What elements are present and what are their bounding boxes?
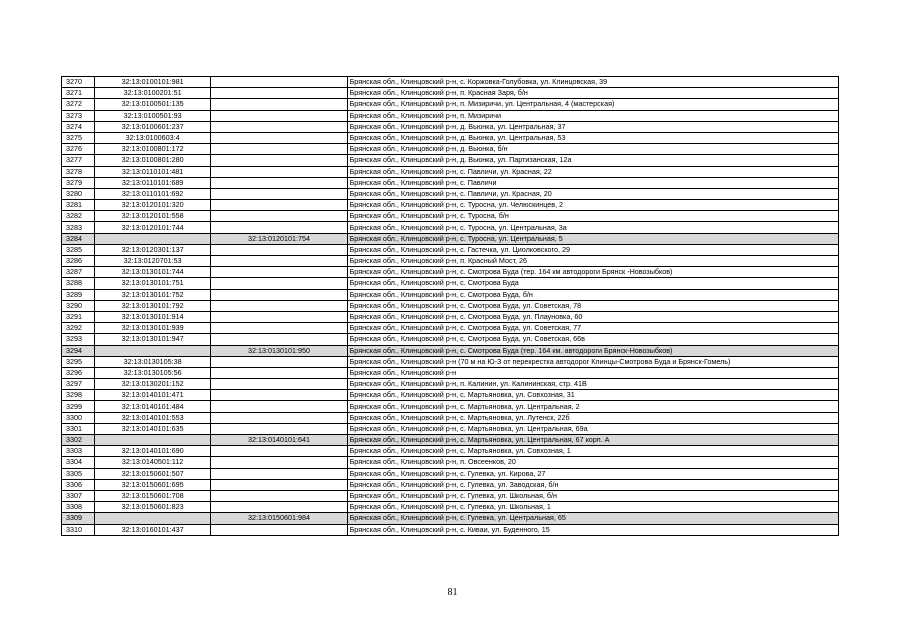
row-number-cell: 3294 (62, 345, 95, 356)
cadastral-number-alt-cell (211, 267, 347, 278)
row-number-cell: 3310 (62, 524, 95, 535)
cadastral-number-alt-cell (211, 401, 347, 412)
table-row (62, 200, 839, 211)
cadastral-number-cell: 32:13:0100601:237 (94, 121, 211, 132)
table-row (62, 311, 839, 322)
address-cell: Брянская обл., Клинцовский р-н (347, 367, 838, 378)
table-row (62, 446, 839, 457)
table-row (62, 513, 839, 524)
cadastral-number-cell (94, 233, 211, 244)
address-cell: Брянская обл., Клинцовский р-н, п. Мизиричи (347, 110, 838, 121)
cadastral-number-alt-cell (211, 479, 347, 490)
row-number-cell: 3303 (62, 446, 95, 457)
cadastral-number-alt-cell (211, 490, 347, 501)
cadastral-number-alt-cell (211, 244, 347, 255)
table-row (62, 345, 839, 356)
table-row (62, 356, 839, 367)
address-cell: Брянская обл., Клинцовский р-н, с. Гулевка, ул. Центральная, 65 (347, 513, 838, 524)
address-cell: Брянская обл., Клинцовский р-н, с. Мартьяновка, ул. Центральная, 2 (347, 401, 838, 412)
row-number-cell: 3272 (62, 99, 95, 110)
address-cell: Брянская обл., Клинцовский р-н, с. Мартьяновка, ул. Совхозная, 31 (347, 390, 838, 401)
cadastral-number-alt-cell (211, 110, 347, 121)
table-row (62, 379, 839, 390)
cadastral-number-cell: 32:13:0110101:481 (94, 166, 211, 177)
cadastral-number-cell: 32:13:0130101:914 (94, 311, 211, 322)
cadastral-number-cell: 32:13:0150601:708 (94, 490, 211, 501)
cadastral-number-cell: 32:13:0140101:553 (94, 412, 211, 423)
cadastral-number-alt-cell (211, 88, 347, 99)
cadastral-number-cell (94, 345, 211, 356)
table-row (62, 233, 839, 244)
row-number-cell: 3309 (62, 513, 95, 524)
cadastral-number-cell: 32:13:0120101:320 (94, 200, 211, 211)
table-row (62, 457, 839, 468)
cadastral-number-alt-cell: 32:13:0130101:950 (211, 345, 347, 356)
cadastral-number-cell: 32:13:0140501:112 (94, 457, 211, 468)
row-number-cell: 3278 (62, 166, 95, 177)
row-number-cell: 3290 (62, 300, 95, 311)
table-row (62, 132, 839, 143)
address-cell: Брянская обл., Клинцовский р-н, с. Смотрова Буда (тер. 164 км автодороги Брянск -Новозыбков) (347, 267, 838, 278)
address-cell: Брянская обл., Клинцовский р-н, с. Гулевка, ул. Школьная, 1 (347, 502, 838, 513)
cadastral-number-cell: 32:13:0140101:635 (94, 423, 211, 434)
property-register-table (61, 76, 839, 536)
table-row (62, 256, 839, 267)
cadastral-number-cell (94, 435, 211, 446)
cadastral-number-cell: 32:13:0100801:280 (94, 155, 211, 166)
cadastral-number-alt-cell (211, 222, 347, 233)
address-cell: Брянская обл., Клинцовский р-н (70 м на Ю-З от перекрестка автодорог Клинцы-Смотрова Буда и Брянск-Гомель) (347, 356, 838, 367)
row-number-cell: 3277 (62, 155, 95, 166)
cadastral-number-cell: 32:13:0100603:4 (94, 132, 211, 143)
address-cell: Брянская обл., Клинцовский р-н, с. Коржовка-Голубовка, ул. Клинцовская, 39 (347, 77, 838, 88)
row-number-cell: 3285 (62, 244, 95, 255)
cadastral-number-alt-cell (211, 289, 347, 300)
address-cell: Брянская обл., Клинцовский р-н, с. Смотрова Буда, ул. Советская, 66в (347, 334, 838, 345)
cadastral-number-alt-cell (211, 132, 347, 143)
cadastral-number-cell: 32:13:0160101:437 (94, 524, 211, 535)
cadastral-number-cell: 32:13:0110101:689 (94, 177, 211, 188)
row-number-cell: 3284 (62, 233, 95, 244)
address-cell: Брянская обл., Клинцовский р-н, п. Калинин, ул. Калининская, стр. 41В (347, 379, 838, 390)
table-row (62, 166, 839, 177)
cadastral-number-alt-cell (211, 166, 347, 177)
address-cell: Брянская обл., Клинцовский р-н, с. Смотрова Буда (347, 278, 838, 289)
table-row (62, 323, 839, 334)
row-number-cell: 3295 (62, 356, 95, 367)
cadastral-number-cell: 32:13:0140101:690 (94, 446, 211, 457)
row-number-cell: 3297 (62, 379, 95, 390)
address-cell: Брянская обл., Клинцовский р-н, д. Вьюнка, ул. Партизанская, 12а (347, 155, 838, 166)
cadastral-number-alt-cell (211, 334, 347, 345)
address-cell: Брянская обл., Клинцовский р-н, с. Смотрова Буда, ул. Советская, 78 (347, 300, 838, 311)
address-cell: Брянская обл., Клинцовский р-н, с. Гулевка, ул. Заводская, б/н (347, 479, 838, 490)
row-number-cell: 3301 (62, 423, 95, 434)
row-number-cell: 3292 (62, 323, 95, 334)
cadastral-number-cell: 32:13:0130101:947 (94, 334, 211, 345)
table-row (62, 300, 839, 311)
cadastral-number-cell: 32:13:0140101:471 (94, 390, 211, 401)
address-cell: Брянская обл., Клинцовский р-н, с. Смотрова Буда, б/н (347, 289, 838, 300)
row-number-cell: 3279 (62, 177, 95, 188)
table-row (62, 334, 839, 345)
cadastral-number-cell: 32:13:0140101:484 (94, 401, 211, 412)
row-number-cell: 3283 (62, 222, 95, 233)
row-number-cell: 3302 (62, 435, 95, 446)
table-row (62, 435, 839, 446)
address-cell: Брянская обл., Клинцовский р-н, д. Вьюнка, ул. Центральная, 53 (347, 132, 838, 143)
row-number-cell: 3289 (62, 289, 95, 300)
table-row (62, 222, 839, 233)
cadastral-number-alt-cell (211, 211, 347, 222)
cadastral-number-cell (94, 513, 211, 524)
address-cell: Брянская обл., Клинцовский р-н, п. Овсеенков, 20 (347, 457, 838, 468)
cadastral-number-cell: 32:13:0130101:939 (94, 323, 211, 334)
address-cell: Брянская обл., Клинцовский р-н, п. Красный Мост, 26 (347, 256, 838, 267)
cadastral-number-alt-cell (211, 423, 347, 434)
address-cell: Брянская обл., Клинцовский р-н, с. Мартьяновка, ул. Лутенск, 22б (347, 412, 838, 423)
table-row (62, 490, 839, 501)
table-row (62, 278, 839, 289)
table-row (62, 423, 839, 434)
row-number-cell: 3291 (62, 311, 95, 322)
address-cell: Брянская обл., Клинцовский р-н, с. Мартьяновка, ул. Центральная, 69а (347, 423, 838, 434)
address-cell: Брянская обл., Клинцовский р-н, с. Туросна, б/н (347, 211, 838, 222)
table-row (62, 289, 839, 300)
cadastral-number-cell: 32:13:0150601:507 (94, 468, 211, 479)
address-cell: Брянская обл., Клинцовский р-н, с. Туросна, ул. Центральная, 5 (347, 233, 838, 244)
row-number-cell: 3287 (62, 267, 95, 278)
address-cell: Брянская обл., Клинцовский р-н, с. Гулевка, ул. Кирова, 27 (347, 468, 838, 479)
address-cell: Брянская обл., Клинцовский р-н, п. Красная Заря, б/н (347, 88, 838, 99)
address-cell: Брянская обл., Клинцовский р-н, с. Смотрова Буда, ул. Плауновка, 60 (347, 311, 838, 322)
cadastral-number-alt-cell: 32:13:0150601:984 (211, 513, 347, 524)
address-cell: Брянская обл., Клинцовский р-н, с. Мартьяновка, ул. Совхозная, 1 (347, 446, 838, 457)
table-row (62, 99, 839, 110)
table-row (62, 211, 839, 222)
cadastral-number-alt-cell (211, 379, 347, 390)
row-number-cell: 3281 (62, 200, 95, 211)
row-number-cell: 3286 (62, 256, 95, 267)
cadastral-number-cell: 32:13:0100201:51 (94, 88, 211, 99)
page-number: 81 (447, 587, 458, 598)
cadastral-number-alt-cell (211, 256, 347, 267)
cadastral-number-cell: 32:13:0130105:56 (94, 367, 211, 378)
table-row (62, 121, 839, 132)
address-cell: Брянская обл., Клинцовский р-н, с. Павличи, ул. Красная, 22 (347, 166, 838, 177)
row-number-cell: 3306 (62, 479, 95, 490)
row-number-cell: 3280 (62, 188, 95, 199)
cadastral-number-alt-cell (211, 121, 347, 132)
address-cell: Брянская обл., Клинцовский р-н, с. Гастечка, ул. Циолковского, 29 (347, 244, 838, 255)
address-cell: Брянская обл., Клинцовский р-н, с. Туросна, ул. Челюскинцев, 2 (347, 200, 838, 211)
row-number-cell: 3270 (62, 77, 95, 88)
address-cell: Брянская обл., Клинцовский р-н, д. Вьюнка, ул. Центральная, 37 (347, 121, 838, 132)
row-number-cell: 3308 (62, 502, 95, 513)
cadastral-number-alt-cell (211, 502, 347, 513)
cadastral-number-alt-cell (211, 99, 347, 110)
cadastral-number-alt-cell (211, 278, 347, 289)
table-row (62, 244, 839, 255)
cadastral-number-alt-cell (211, 390, 347, 401)
cadastral-number-alt-cell (211, 356, 347, 367)
cadastral-number-alt-cell (211, 367, 347, 378)
cadastral-number-alt-cell (211, 311, 347, 322)
address-cell: Брянская обл., Клинцовский р-н, с. Павличи, ул. Красная, 20 (347, 188, 838, 199)
row-number-cell: 3296 (62, 367, 95, 378)
row-number-cell: 3282 (62, 211, 95, 222)
cadastral-number-cell: 32:13:0100101:981 (94, 77, 211, 88)
cadastral-number-cell: 32:13:0150601:695 (94, 479, 211, 490)
table-row (62, 155, 839, 166)
address-cell: Брянская обл., Клинцовский р-н, с. Гулевка, ул. Школьная, б/н (347, 490, 838, 501)
cadastral-number-cell: 32:13:0130105:38 (94, 356, 211, 367)
cadastral-number-alt-cell (211, 77, 347, 88)
cadastral-number-cell: 32:13:0130101:744 (94, 267, 211, 278)
table-row (62, 401, 839, 412)
address-cell: Брянская обл., Клинцовский р-н, с. Киваи, ул. Буденного, 15 (347, 524, 838, 535)
table-row (62, 77, 839, 88)
cadastral-number-cell: 32:13:0130101:752 (94, 289, 211, 300)
table-row (62, 144, 839, 155)
row-number-cell: 3305 (62, 468, 95, 479)
cadastral-number-cell: 32:13:0130201:152 (94, 379, 211, 390)
cadastral-number-alt-cell (211, 468, 347, 479)
row-number-cell: 3276 (62, 144, 95, 155)
cadastral-number-cell: 32:13:0120101:558 (94, 211, 211, 222)
table-row (62, 502, 839, 513)
cadastral-number-cell: 32:13:0120701:53 (94, 256, 211, 267)
table-row (62, 468, 839, 479)
table-row (62, 177, 839, 188)
cadastral-number-alt-cell (211, 524, 347, 535)
cadastral-number-alt-cell (211, 177, 347, 188)
table-row (62, 390, 839, 401)
cadastral-number-alt-cell (211, 300, 347, 311)
address-cell: Брянская обл., Клинцовский р-н, с. Мартьяновка, ул. Центральная, 67 корп. А (347, 435, 838, 446)
table-row (62, 479, 839, 490)
cadastral-number-alt-cell (211, 323, 347, 334)
table-row (62, 88, 839, 99)
table-row (62, 367, 839, 378)
cadastral-number-alt-cell (211, 144, 347, 155)
cadastral-number-cell: 32:13:0120301:137 (94, 244, 211, 255)
cadastral-number-alt-cell (211, 188, 347, 199)
cadastral-number-cell: 32:13:0130101:751 (94, 278, 211, 289)
row-number-cell: 3271 (62, 88, 95, 99)
table-row (62, 412, 839, 423)
cadastral-number-alt-cell (211, 412, 347, 423)
cadastral-number-cell: 32:13:0100801:172 (94, 144, 211, 155)
table-row (62, 524, 839, 535)
cadastral-number-cell: 32:13:0100501:135 (94, 99, 211, 110)
row-number-cell: 3274 (62, 121, 95, 132)
address-cell: Брянская обл., Клинцовский р-н, д. Вьюнка, б/н (347, 144, 838, 155)
row-number-cell: 3298 (62, 390, 95, 401)
row-number-cell: 3300 (62, 412, 95, 423)
cadastral-number-alt-cell (211, 446, 347, 457)
row-number-cell: 3304 (62, 457, 95, 468)
row-number-cell: 3288 (62, 278, 95, 289)
address-cell: Брянская обл., Клинцовский р-н, с. Смотрова Буда (тер. 164 км. автодороги Брянск-Новозыбков) (347, 345, 838, 356)
address-cell: Брянская обл., Клинцовский р-н, с. Павличи (347, 177, 838, 188)
cadastral-number-cell: 32:13:0120101:744 (94, 222, 211, 233)
row-number-cell: 3275 (62, 132, 95, 143)
cadastral-number-cell: 32:13:0100501:93 (94, 110, 211, 121)
cadastral-number-cell: 32:13:0130101:792 (94, 300, 211, 311)
address-cell: Брянская обл., Клинцовский р-н, п. Мизиричи, ул. Центральная, 4 (мастерская) (347, 99, 838, 110)
cadastral-number-alt-cell (211, 457, 347, 468)
cadastral-number-alt-cell: 32:13:0120101:754 (211, 233, 347, 244)
cadastral-number-alt-cell: 32:13:0140101:641 (211, 435, 347, 446)
table-body (62, 77, 839, 536)
row-number-cell: 3273 (62, 110, 95, 121)
cadastral-number-alt-cell (211, 200, 347, 211)
table-row (62, 110, 839, 121)
row-number-cell: 3299 (62, 401, 95, 412)
cadastral-number-cell: 32:13:0150601:823 (94, 502, 211, 513)
row-number-cell: 3307 (62, 490, 95, 501)
row-number-cell: 3293 (62, 334, 95, 345)
address-cell: Брянская обл., Клинцовский р-н, с. Смотрова Буда, ул. Советская, 77 (347, 323, 838, 334)
table-row (62, 188, 839, 199)
cadastral-number-alt-cell (211, 155, 347, 166)
cadastral-number-cell: 32:13:0110101:692 (94, 188, 211, 199)
table-row (62, 267, 839, 278)
address-cell: Брянская обл., Клинцовский р-н, с. Туросна, ул. Центральная, 3а (347, 222, 838, 233)
